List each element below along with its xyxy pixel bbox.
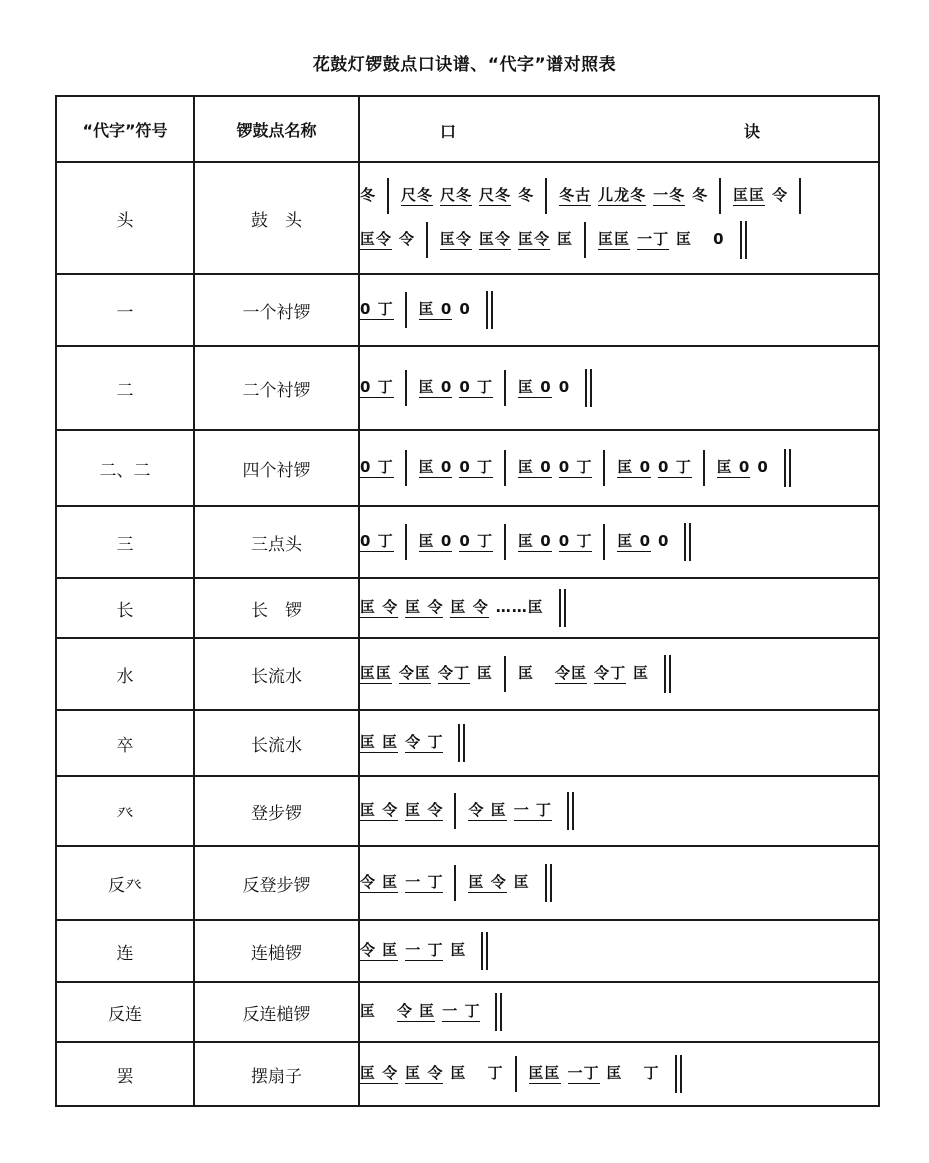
header-formula-left: 口: [440, 122, 457, 141]
beat-group-underlined: 0 丁: [558, 458, 593, 476]
barline-icon: [426, 222, 428, 258]
barline-icon: [799, 178, 801, 214]
pattern-name-cell: 一个衬锣: [194, 274, 359, 346]
beat-group-underlined: 匡 0: [418, 300, 453, 318]
beat-syllable: 丁: [487, 1063, 504, 1082]
header-formula: [359, 96, 879, 162]
beat-group-underlined: 令 匡: [360, 873, 399, 891]
beat-group-underlined: 令匡: [399, 664, 432, 682]
pattern-name-cell: 反登步锣: [194, 846, 359, 920]
formula-cell: [359, 430, 879, 506]
symbol-cell: 二: [56, 346, 194, 430]
barline-icon: [504, 370, 506, 406]
table-row: [56, 346, 879, 430]
beat-syllable: 令: [399, 229, 416, 248]
beat-group-underlined: 0 丁: [459, 378, 494, 396]
table-row: [56, 846, 879, 920]
table-row: [56, 506, 879, 578]
beat-group-underlined: 0 丁: [459, 458, 494, 476]
beat-syllable: 冬: [360, 185, 377, 204]
pattern-name-cell: 长流水: [194, 710, 359, 776]
beat-group-underlined: 尺冬: [401, 186, 434, 204]
beat-syllable: 冬: [692, 185, 709, 204]
pattern-name-cell: 三点头: [194, 506, 359, 578]
beat-group-underlined: 匡 令: [360, 801, 399, 819]
beat-group-underlined: 尺冬: [440, 186, 473, 204]
pattern-name-cell: 二个衬锣: [194, 346, 359, 430]
pattern-name-cell: 摆扇子: [194, 1042, 359, 1106]
pattern-name-cell: 连槌锣: [194, 920, 359, 982]
symbol-cell: 长: [56, 578, 194, 638]
beat-group-underlined: 0 丁: [558, 532, 593, 550]
pattern-name-cell: 鼓 头: [194, 162, 359, 274]
double-barline-icon: [784, 449, 791, 487]
beat-group-underlined: 匡 匡: [360, 733, 399, 751]
barline-icon: [603, 524, 605, 560]
symbol-cell: 反癶: [56, 846, 194, 920]
beat-group-underlined: 匡匡: [528, 1064, 561, 1082]
beat-group-underlined: 匡令: [440, 230, 473, 248]
beat-syllable: ……匡: [495, 597, 544, 616]
beat-syllable: 匡: [360, 1001, 377, 1020]
double-barline-icon: [664, 655, 671, 693]
symbol-cell: 罢: [56, 1042, 194, 1106]
symbol-cell: 卒: [56, 710, 194, 776]
formula-cell: [359, 346, 879, 430]
table-row: [56, 638, 879, 710]
barline-icon: [405, 370, 407, 406]
beat-syllable: 0: [558, 377, 571, 396]
barline-icon: [515, 1056, 517, 1092]
double-barline-icon: [740, 221, 747, 259]
beat-group-underlined: 匡 令: [450, 598, 489, 616]
formula-line: [360, 861, 878, 905]
header-formula-right: 诀: [744, 122, 761, 141]
beat-group-underlined: 一丁: [637, 230, 670, 248]
table-row: [56, 776, 879, 846]
beat-syllable: 丁: [643, 1063, 660, 1082]
formula-line: [360, 721, 878, 765]
table-row: [56, 578, 879, 638]
header-symbol: “代字”符号: [56, 96, 194, 162]
beat-group-underlined: 匡 0: [418, 378, 453, 396]
pattern-name-cell: 反连槌锣: [194, 982, 359, 1042]
beat-group-underlined: 0 丁: [360, 378, 394, 396]
beat-group-underlined: 一 丁: [513, 801, 552, 819]
beat-syllable: 0: [658, 531, 670, 550]
formula-cell: [359, 578, 879, 638]
beat-group-underlined: 一冬: [653, 186, 686, 204]
barline-icon: [504, 524, 506, 560]
barline-icon: [405, 450, 407, 486]
formula-line: [360, 586, 878, 630]
beat-syllable: 0: [713, 229, 725, 248]
beat-group-underlined: 一 丁: [405, 941, 444, 959]
double-barline-icon: [458, 724, 465, 762]
symbol-cell: 三: [56, 506, 194, 578]
beat-group-underlined: 匡 令: [360, 598, 399, 616]
beat-syllable: 冬: [518, 185, 535, 204]
table-row: [56, 982, 879, 1042]
header-row: [56, 96, 879, 162]
beat-group-underlined: 匡匡: [360, 664, 393, 682]
beat-group-underlined: 冬古: [559, 186, 592, 204]
table-row: [56, 710, 879, 776]
beat-syllable: 匡: [676, 229, 693, 248]
beat-group-underlined: 匡 0: [617, 532, 652, 550]
formula-line: [360, 218, 878, 262]
barline-icon: [405, 292, 407, 328]
formula-line: [360, 446, 878, 490]
formula-cell: [359, 1042, 879, 1106]
barline-icon: [584, 222, 586, 258]
beat-syllable: 匡: [518, 663, 535, 682]
beat-group-underlined: 匡匡: [598, 230, 631, 248]
formula-cell: [359, 982, 879, 1042]
symbol-cell: 一: [56, 274, 194, 346]
pattern-name-cell: 登步锣: [194, 776, 359, 846]
beat-group-underlined: 0 丁: [459, 532, 494, 550]
barline-icon: [703, 450, 705, 486]
beat-group-underlined: 一 丁: [405, 873, 444, 891]
formula-cell: [359, 920, 879, 982]
barline-icon: [719, 178, 721, 214]
formula-cell: [359, 162, 879, 274]
table-row: [56, 274, 879, 346]
beat-group-underlined: 一丁: [567, 1064, 600, 1082]
barline-icon: [454, 793, 456, 829]
symbol-cell: 头: [56, 162, 194, 274]
beat-syllable: 0: [757, 457, 769, 476]
header-name: 锣鼓点名称: [194, 96, 359, 162]
beat-syllable: 0: [459, 299, 471, 318]
barline-icon: [603, 450, 605, 486]
beat-group-underlined: 令 匡: [360, 941, 399, 959]
barline-icon: [504, 656, 506, 692]
table-row: [56, 1042, 879, 1106]
beat-group-underlined: 匡 令: [468, 873, 507, 891]
barline-icon: [504, 450, 506, 486]
formula-line: [360, 366, 878, 410]
barline-icon: [405, 524, 407, 560]
barline-icon: [454, 865, 456, 901]
beat-group-underlined: 尺冬: [479, 186, 512, 204]
beat-group-underlined: 令 匡: [397, 1002, 436, 1020]
beat-syllable: 令: [772, 185, 789, 204]
formula-cell: [359, 710, 879, 776]
beat-group-underlined: 令 匡: [468, 801, 507, 819]
table-row: [56, 430, 879, 506]
symbol-cell: 水: [56, 638, 194, 710]
beat-group-underlined: 匡匡: [733, 186, 766, 204]
beat-syllable: 匡: [513, 872, 530, 891]
formula-cell: [359, 506, 879, 578]
beat-syllable: 匡: [557, 229, 574, 248]
formula-line: [360, 789, 878, 833]
page-title: 花鼓灯锣鼓点口诀谱、“代字”谱对照表: [312, 55, 617, 75]
beat-syllable: 匡: [606, 1063, 623, 1082]
beat-syllable: 匡: [450, 940, 467, 959]
barline-icon: [387, 178, 389, 214]
double-barline-icon: [495, 993, 502, 1031]
double-barline-icon: [675, 1055, 682, 1093]
double-barline-icon: [559, 589, 566, 627]
formula-cell: [359, 274, 879, 346]
double-barline-icon: [684, 523, 691, 561]
formula-cell: [359, 638, 879, 710]
formula-cell: [359, 776, 879, 846]
beat-group-underlined: 匡 令: [405, 801, 444, 819]
beat-group-underlined: 匡 令: [360, 1064, 399, 1082]
beat-group-underlined: 匡 0: [418, 532, 453, 550]
formula-line: [360, 174, 878, 218]
formula-line: [360, 520, 878, 564]
beat-group-underlined: 0 丁: [360, 532, 394, 550]
beat-group-underlined: 匡 0: [518, 532, 552, 550]
double-barline-icon: [567, 792, 574, 830]
beat-group-underlined: 匡令: [479, 230, 512, 248]
beat-group-underlined: 令丁: [594, 664, 627, 682]
symbol-cell: 反连: [56, 982, 194, 1042]
beat-group-underlined: 匡 0: [716, 458, 751, 476]
table-row: [56, 920, 879, 982]
formula-line: [360, 990, 878, 1034]
double-barline-icon: [481, 932, 488, 970]
beat-syllable: 匡: [633, 663, 650, 682]
formula-cell: [359, 846, 879, 920]
beat-group-underlined: 匡令: [360, 230, 393, 248]
table-row: [56, 162, 879, 274]
beat-group-underlined: 0 丁: [360, 458, 394, 476]
beat-group-underlined: 匡令: [518, 230, 551, 248]
formula-line: [360, 1052, 878, 1096]
pattern-name-cell: 长流水: [194, 638, 359, 710]
beat-group-underlined: 匡 0: [418, 458, 453, 476]
formula-line: [360, 288, 878, 332]
symbol-cell: 癶: [56, 776, 194, 846]
pattern-name-cell: 四个衬锣: [194, 430, 359, 506]
double-barline-icon: [585, 369, 592, 407]
beat-group-underlined: 匡 0: [518, 458, 552, 476]
symbol-cell: 二、二: [56, 430, 194, 506]
beat-syllable: 匡: [450, 1063, 467, 1082]
formula-line: [360, 929, 878, 973]
beat-group-underlined: 匡 令: [405, 598, 444, 616]
double-barline-icon: [486, 291, 493, 329]
beat-group-underlined: 令丁: [438, 664, 471, 682]
beat-group-underlined: 儿龙冬: [598, 186, 647, 204]
symbol-cell: 连: [56, 920, 194, 982]
beat-group-underlined: 一 丁: [442, 1002, 481, 1020]
pattern-name-cell: 长 锣: [194, 578, 359, 638]
barline-icon: [545, 178, 547, 214]
double-barline-icon: [545, 864, 552, 902]
beat-group-underlined: 0 丁: [360, 300, 394, 318]
beat-group-underlined: 令 丁: [405, 733, 444, 751]
beat-group-underlined: 令匡: [555, 664, 588, 682]
beat-group-underlined: 匡 令: [405, 1064, 444, 1082]
beat-syllable: 匡: [477, 663, 494, 682]
beat-group-underlined: 匡 0: [617, 458, 652, 476]
notation-comparison-table: [55, 95, 880, 1107]
beat-group-underlined: 匡 0: [518, 378, 552, 396]
formula-line: [360, 652, 878, 696]
beat-group-underlined: 0 丁: [658, 458, 692, 476]
